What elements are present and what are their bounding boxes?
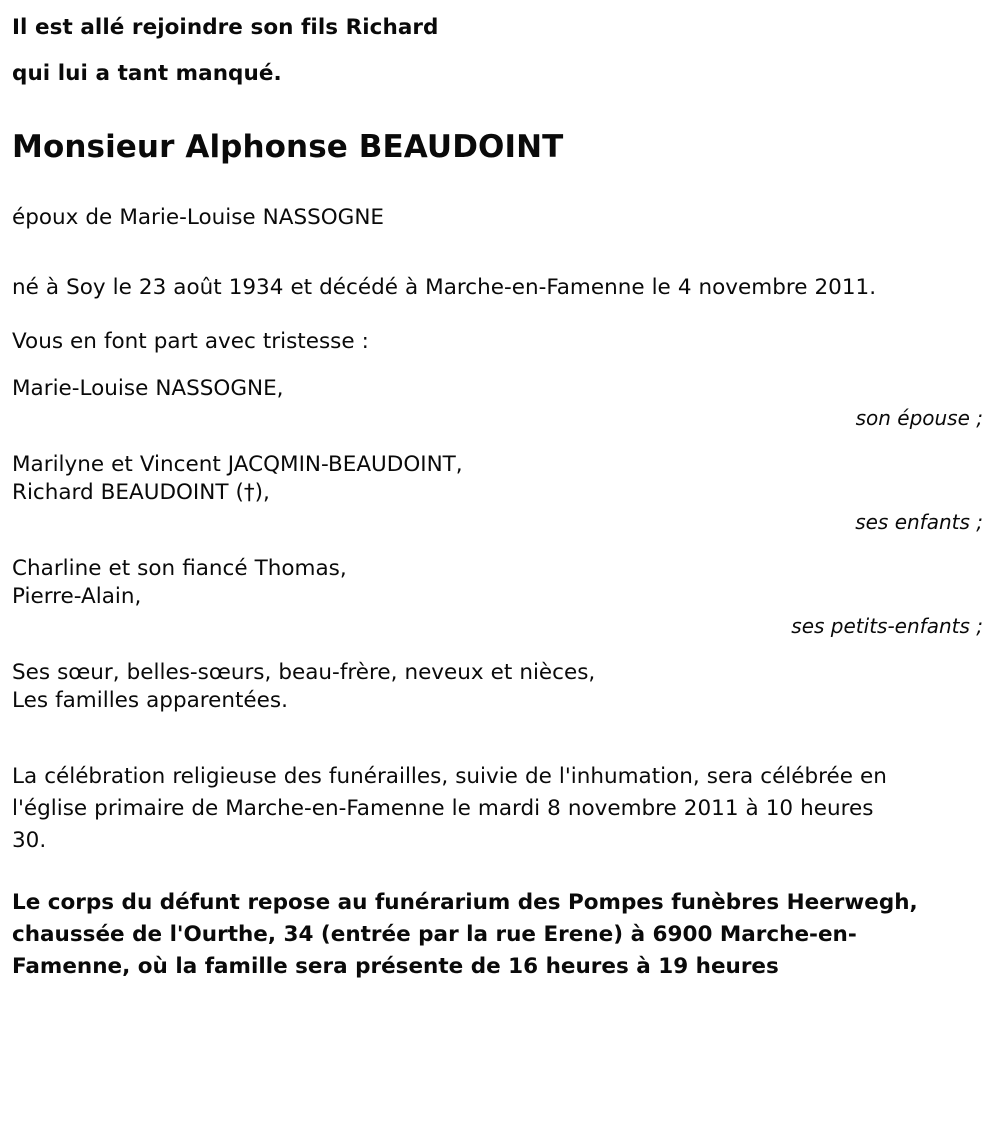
family-group-children [12, 451, 990, 536]
intro-verse [12, 14, 990, 88]
family-member-name: Richard BEAUDOINT (†), [12, 480, 270, 505]
birth-death-line: né à Soy le 23 août 1934 et décédé à Marche-en-Famenne le 4 novembre 2011. [12, 275, 877, 300]
intro-verse-line-1: Il est allé rejoindre son fils Richard [12, 15, 439, 40]
other-relatives-block [12, 659, 990, 715]
family-relation-label: ses enfants ; [855, 510, 983, 534]
family-member-name: Pierre-Alain, [12, 584, 142, 609]
announcement-intro-line: Vous en font part avec tristesse : [12, 329, 369, 354]
other-relatives-line-2: Les familles apparentées. [12, 688, 288, 713]
family-relation-label: ses petits-enfants ; [791, 614, 983, 638]
family-member-name: Marie-Louise NASSOGNE, [12, 376, 284, 401]
family-member-name: Charline et son fiancé Thomas, [12, 556, 347, 581]
family-names-grandchildren [12, 555, 990, 611]
family-group-spouse [12, 375, 990, 432]
other-relatives-line-1: Ses sœur, belles-sœurs, beau-frère, neveux et nièces, [12, 660, 596, 685]
family-names-children [12, 451, 990, 507]
repose-paragraph: Le corps du défunt repose au funérarium des Pompes funèbres Heerwegh, chaussée de l'Ourthe, 34 (entrée par la rue Erene) à 6900 Marche-en-Famenne, où la famille sera présente de 16 heures à 19 heures [12, 890, 918, 979]
intro-verse-line-2: qui lui a tant manqué. [12, 61, 282, 86]
spouse-of-line: époux de Marie-Louise NASSOGNE [12, 205, 384, 230]
family-names-spouse [12, 375, 990, 403]
ceremony-paragraph: La célébration religieuse des funérailles, suivie de l'inhumation, sera célébrée en l'église primaire de Marche-en-Famenne le mardi 8 novembre 2011 à 10 heures 30. [12, 764, 894, 853]
family-member-name: Marilyne et Vincent JACQMIN-BEAUDOINT, [12, 452, 463, 477]
family-group-grandchildren [12, 555, 990, 640]
family-relation-label: son épouse ; [855, 406, 983, 430]
notice-content [12, 0, 990, 983]
deceased-name-title: Monsieur Alphonse BEAUDOINT [12, 129, 564, 165]
